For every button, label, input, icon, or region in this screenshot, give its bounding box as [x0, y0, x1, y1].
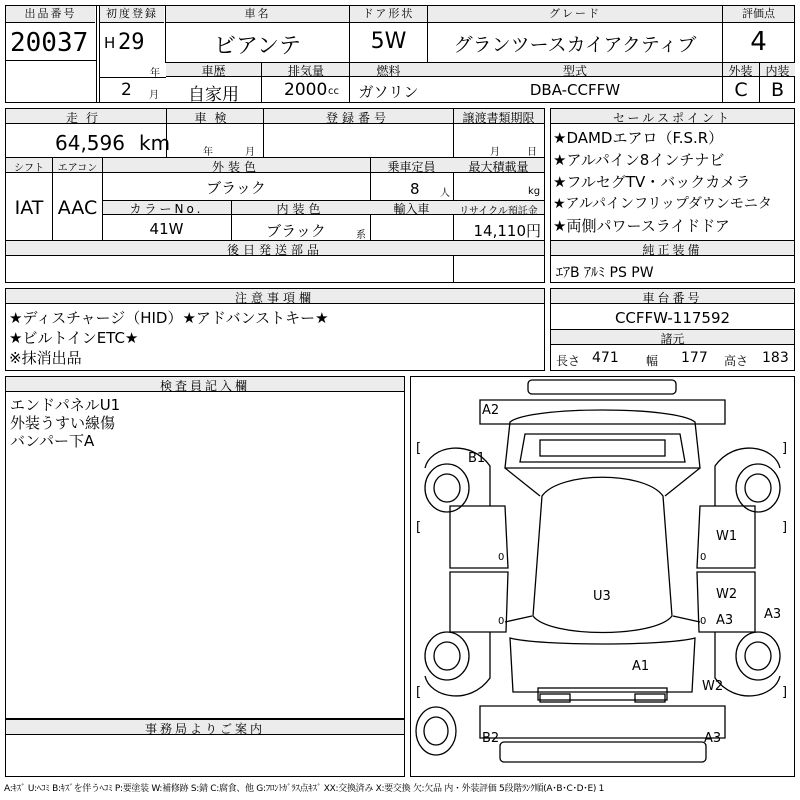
inspector-line-3: バンパー下A [10, 432, 95, 450]
car-name-label: 車名 [166, 6, 349, 23]
zero-3: 0 [498, 616, 505, 627]
mark-a3-edge: A3 [764, 607, 782, 622]
legend: A:ｷｽﾞ U:ﾍｺﾐ B:ｷｽﾞを伴うﾍｺﾐ P:要塗装 W:補修跡 S:錆 C:腐食、他 G:ﾌﾛﾝﾄｶﾞﾗｽ点ｷｽﾞ XX:交換済み X:要交換 欠:欠品 内・外装評価 5段階ﾗﾝｸ順(A･B･C･D･E) 1 [4, 784, 605, 794]
era: H [104, 34, 116, 52]
exterior-label: 外装 [728, 64, 753, 78]
note-line-2: ★ビルトインETC★ [9, 329, 139, 347]
mark-b2: B2 [482, 731, 500, 746]
mark-w1: W1 [716, 529, 738, 544]
model: DBA-CCFFW [529, 81, 621, 99]
sales-point-2: ★アルパイン8インチナビ [553, 151, 725, 169]
mark-a2: A2 [482, 403, 500, 418]
mileage: 64,596 [55, 131, 125, 155]
car-outline-diagram [410, 376, 795, 777]
score-label: 評価点 [723, 6, 794, 23]
interior-color-label: 内装色 [276, 202, 325, 216]
year-unit: 年 [150, 68, 160, 79]
office-label: 事務局よりご案内 [144, 722, 265, 736]
inspector-line-1: エンドパネルU1 [10, 396, 121, 414]
bracket-6: ] [782, 520, 788, 535]
displacement-unit: cc [328, 86, 339, 97]
transfer-day-unit: 日 [527, 147, 537, 158]
dimensions-label: 諸元 [660, 332, 685, 346]
ac-label: エアコン [57, 163, 98, 174]
width: 177 [681, 350, 708, 366]
mark-w2-rear: W2 [702, 679, 724, 694]
insp-year-unit: 年 [203, 147, 213, 158]
recycle-label: リサイクル預託金 [459, 206, 538, 217]
chassis-label: 車台番号 [642, 291, 703, 305]
bracket-2: ] [782, 441, 788, 456]
displacement: 2000 [284, 80, 328, 100]
equipment: ｴｱB ｱﾙﾐ PS PW [556, 265, 654, 281]
inspection-label: 車検 [194, 111, 235, 125]
load-label: 最大積載量 [468, 160, 529, 174]
lot-no-label: 出品番号 [6, 6, 95, 23]
lot-number: 20037 [10, 28, 89, 58]
reg-month: 2 [121, 80, 132, 100]
sales-point-3: ★フルセグTV・バックカメラ [553, 173, 751, 191]
color-no: 41W [149, 220, 184, 238]
transfer-label: 譲渡書類期限 [462, 111, 535, 125]
import-label: 輸入車 [393, 202, 430, 216]
score: 4 [750, 27, 767, 57]
first-reg-label: 初度登録 [100, 6, 164, 23]
later-parts-label: 後日発送部品 [226, 243, 323, 257]
grade: グランツースカイアクティブ [453, 34, 697, 56]
length-label: 長さ [556, 354, 581, 368]
bracket-1: [ [416, 441, 422, 456]
capacity: 8 [410, 180, 420, 198]
mileage-unit: km [139, 131, 171, 155]
ac: AAC [57, 197, 98, 219]
color: ブラック [206, 179, 266, 197]
exterior-grade: C [734, 79, 748, 101]
mark-a3-rear: A3 [704, 731, 722, 746]
note-line-1: ★ディスチャージ（HID）★アドバンストキー★ [9, 309, 329, 327]
note-line-3: ※抹消出品 [9, 349, 82, 367]
history: 自家用 [188, 85, 239, 105]
reg-no-label: 登録番号 [325, 111, 390, 125]
chassis-number: CCFFW-117592 [614, 309, 731, 327]
sales-points-label: セールスポイント [613, 111, 732, 125]
interior-label: 内装 [765, 64, 790, 78]
length: 471 [592, 350, 619, 366]
zero-4: 0 [700, 616, 707, 627]
zero-1: 0 [498, 552, 505, 563]
grade-label: グレード [428, 6, 722, 23]
color-label: 外装色 [211, 160, 260, 174]
load-unit: kg [528, 186, 541, 197]
model-label: 型式 [562, 64, 587, 78]
mark-b1: B1 [468, 451, 486, 466]
width-label: 幅 [646, 354, 659, 368]
height: 183 [762, 350, 789, 366]
mark-u3: U3 [593, 589, 611, 604]
height-label: 高さ [724, 354, 749, 368]
sales-point-4: ★アルパインフリップダウンモニタ [553, 196, 772, 212]
inspector-label: 検査員記入欄 [159, 379, 250, 393]
interior-color-unit: 系 [356, 230, 366, 241]
door-type: 5W [370, 29, 407, 54]
zero-2: 0 [700, 552, 707, 563]
interior-color: ブラック [266, 222, 326, 240]
door-label: ドア形状 [350, 6, 427, 23]
bracket-5: [ [416, 520, 422, 535]
mark-a1: A1 [632, 659, 650, 674]
shift-label: シフト [14, 163, 44, 174]
car-name: ビアンテ [213, 34, 302, 59]
mileage-label: 走行 [65, 111, 106, 125]
capacity-label: 乗車定員 [387, 160, 436, 174]
reg-year: 29 [118, 30, 145, 55]
capacity-unit: 人 [440, 188, 450, 199]
sales-point-1: ★DAMDエアロ（F.S.R） [553, 129, 724, 147]
bracket-3: [ [416, 685, 422, 700]
fuel-label: 燃料 [376, 64, 401, 78]
inspector-line-2: 外装うすい線傷 [10, 414, 116, 432]
history-label: 車歴 [201, 64, 226, 78]
bracket-4: ] [782, 685, 788, 700]
sales-point-5: ★両側パワースライドドア [553, 217, 730, 235]
mark-a3-side: A3 [716, 613, 734, 628]
recycle: 14,110円 [473, 222, 541, 240]
insp-month-unit: 月 [245, 147, 255, 158]
notes-label: 注意事項欄 [234, 291, 315, 305]
equipment-label: 純正装備 [642, 243, 703, 257]
interior-grade: B [770, 79, 785, 101]
transfer-month-unit: 月 [490, 147, 500, 158]
shift: IAT [14, 197, 44, 219]
displacement-label: 排気量 [287, 64, 324, 78]
mark-w2-side: W2 [716, 587, 738, 602]
fuel: ガソリン [358, 83, 419, 101]
color-no-label: カラーNo. [129, 202, 204, 216]
month-unit: 月 [149, 90, 159, 101]
